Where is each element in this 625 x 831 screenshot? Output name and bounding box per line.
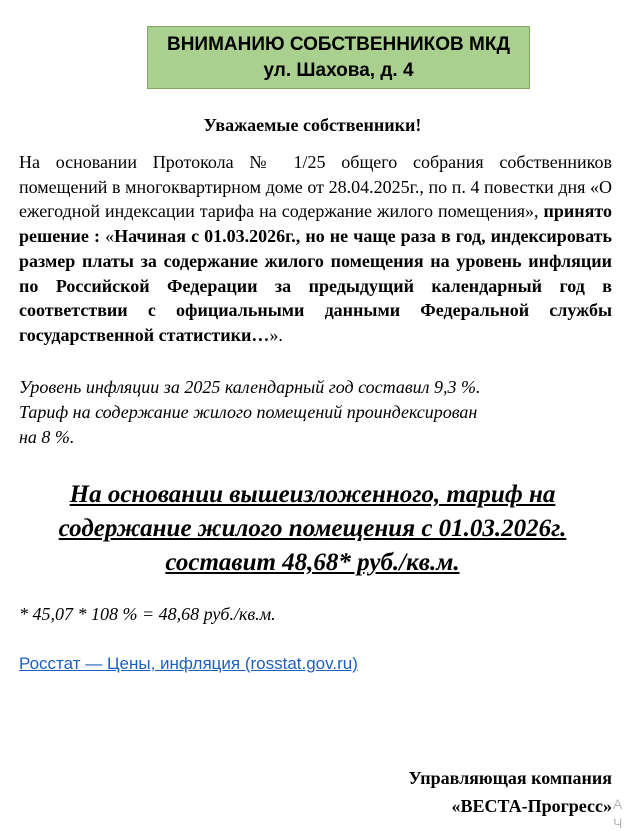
main-paragraph bbox=[19, 150, 612, 348]
decision-label: принято решение : bbox=[19, 201, 612, 247]
headline-line3: составит 48,68* руб./кв.м. bbox=[165, 549, 460, 576]
inflation-note: Уровень инфляции за 2025 календарный год составил 9,3 %. bbox=[19, 377, 481, 397]
edge-glyph-top: А bbox=[613, 796, 623, 812]
notice-address: ул. Шахова, д. 4 bbox=[263, 60, 414, 81]
headline-line1: На основании вышеизложенного, тариф на bbox=[69, 481, 556, 508]
decision-text: Начиная с 01.03.2026г., но не чаще раза в год, индексировать размер платы за содержание жилого помещения на уровень инфляции по Российской Федерации за предыдущий календарный год в соответствии с официальными данными Федеральной службы государственной статистики… bbox=[19, 226, 612, 345]
tariff-formula: * 45,07 * 108 % = 48,68 руб./кв.м. bbox=[19, 604, 276, 624]
tariff-headline bbox=[0, 478, 625, 580]
rosstat-link[interactable]: Росстат — Цены, инфляция (rosstat.gov.ru) bbox=[19, 654, 358, 673]
quote-open: « bbox=[105, 226, 115, 247]
signature-block bbox=[408, 764, 612, 820]
tariff-note-line2: на 8 %. bbox=[19, 427, 75, 447]
notice-header-box bbox=[147, 26, 530, 89]
paragraph-intro: На основании Протокола № 1/25 общего собрания собственников помещений в многоквартирном доме от 28.04.2025г., по п. 4 повестки дня «О ежегодной индексации тарифа на содержание жилого помещения», bbox=[19, 152, 612, 222]
signature-company-name: «ВЕСТА-Прогресс» bbox=[451, 796, 612, 816]
quote-close: ». bbox=[269, 324, 283, 345]
notes-block bbox=[19, 375, 612, 450]
greeting: Уважаемые собственники! bbox=[203, 115, 422, 135]
notice-title: ВНИМАНИЮ СОБСТВЕННИКОВ МКД bbox=[166, 34, 510, 55]
headline-line2: содержание жилого помещения с 01.03.2026г. bbox=[58, 515, 567, 542]
tariff-note-line1: Тариф на содержание жилого помещений проиндексирован bbox=[19, 402, 478, 422]
signature-company-label: Управляющая компания bbox=[408, 768, 612, 788]
edge-glyph-bottom: Ч bbox=[613, 815, 623, 831]
